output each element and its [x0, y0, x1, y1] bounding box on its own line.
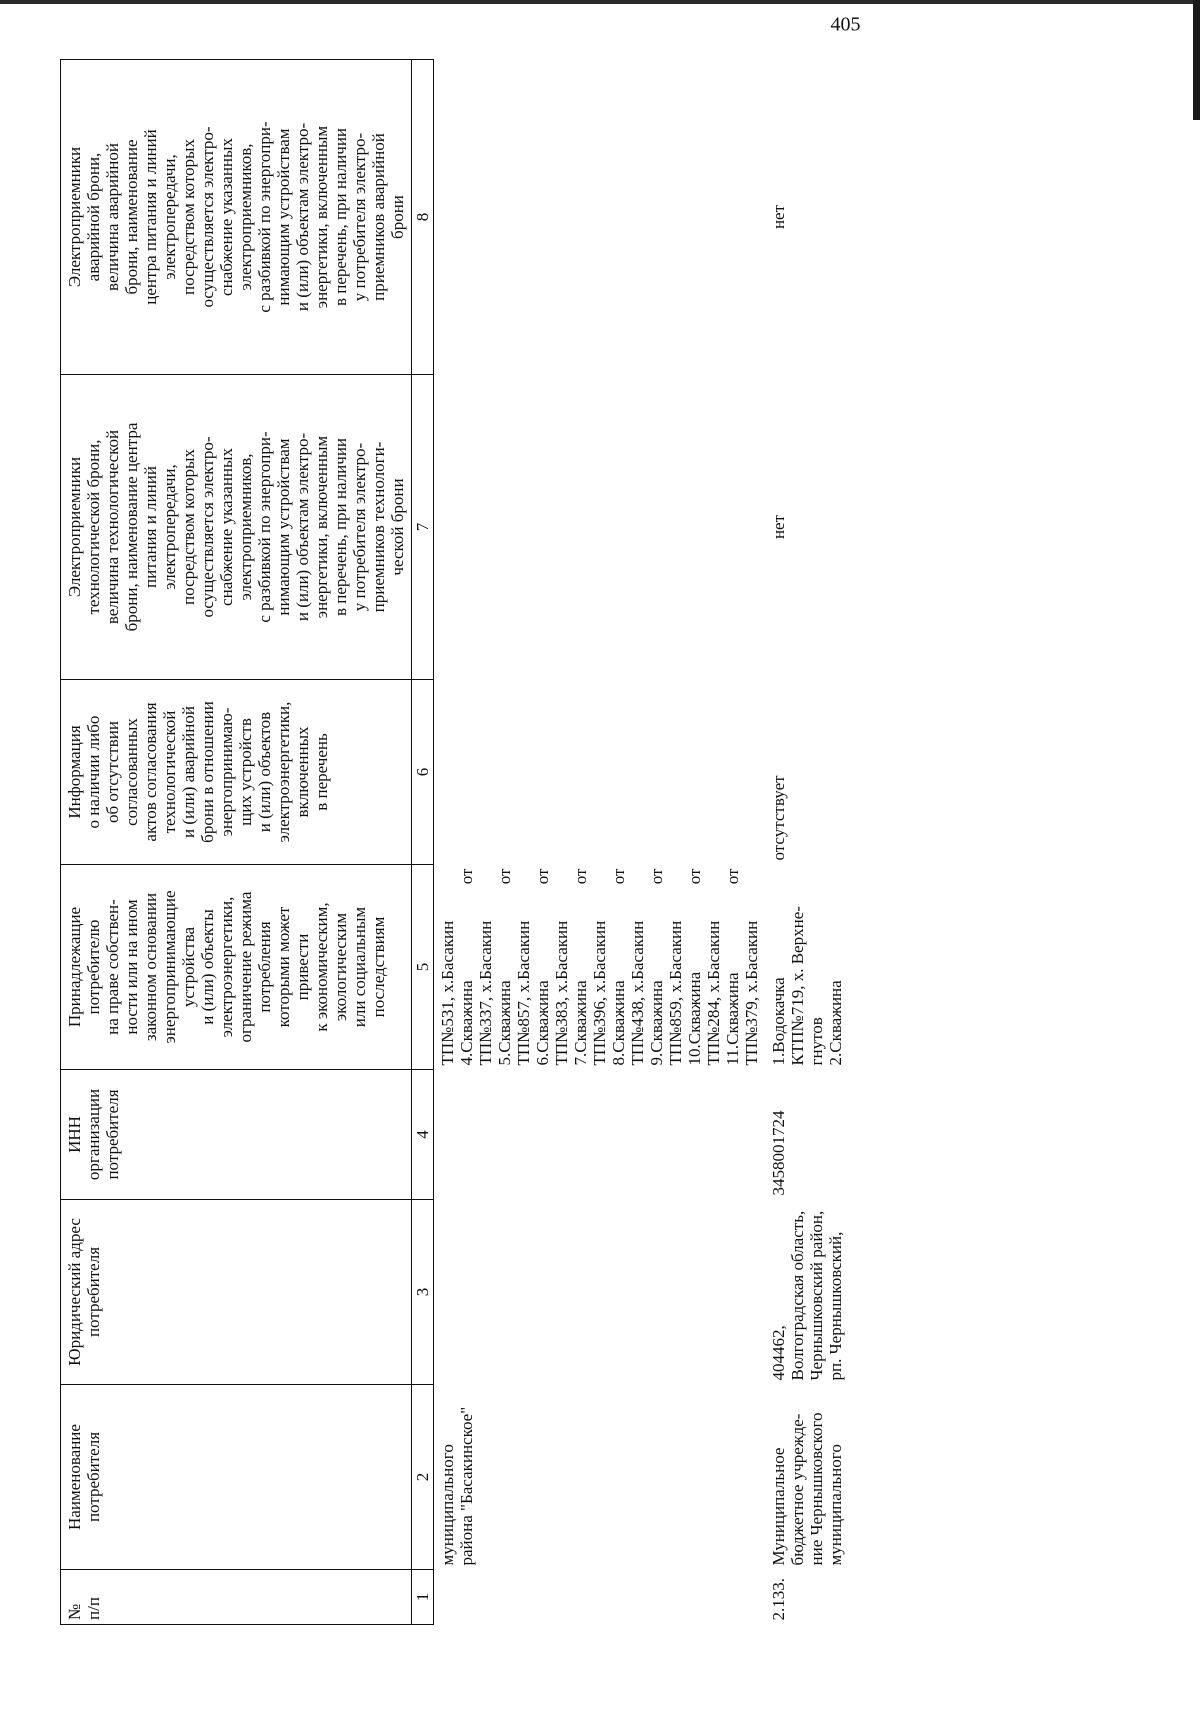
- device-line: [552, 869, 571, 1066]
- text-line: согласованных: [122, 718, 141, 826]
- device-line: [742, 869, 761, 1066]
- text-line: экологическим: [331, 912, 350, 1022]
- devices-list: [434, 865, 766, 1070]
- text-line: потребителю: [84, 919, 103, 1015]
- device-line: [628, 869, 647, 1066]
- table-row-continuation: [434, 60, 766, 1625]
- device-line: [685, 869, 704, 1066]
- text-line: осуществляется электро-: [198, 436, 217, 618]
- device-line: [476, 869, 495, 1066]
- device-line: [590, 869, 609, 1066]
- text-line: или социальным: [350, 906, 369, 1028]
- device-text: ТП№859, х.Басакин: [666, 920, 685, 1066]
- text-line: приемников технологи-: [369, 441, 388, 613]
- column-number: 5: [412, 865, 434, 1070]
- device-line: [457, 869, 476, 1066]
- text-line: Чернышковский район,: [807, 1210, 826, 1381]
- text-line: 2.Скважина: [826, 980, 845, 1066]
- text-line: технологической брони,: [84, 439, 103, 615]
- device-text: 9.Скважина: [647, 980, 666, 1066]
- text-line: актов согласования: [141, 702, 160, 842]
- text-line: центра питания и линий: [141, 129, 160, 305]
- device-text: 6.Скважина: [533, 980, 552, 1066]
- text-line: Наименование: [65, 1424, 84, 1530]
- text-line: в перечень: [312, 733, 331, 811]
- text-line: и (или) аварийной: [179, 706, 198, 838]
- text-line: п/п: [84, 1597, 103, 1620]
- device-text: 5.Скважина: [495, 980, 514, 1066]
- text-line: муниципального: [826, 1444, 845, 1566]
- column-number: 7: [412, 375, 434, 680]
- header-devices: [61, 865, 412, 1070]
- text-line: с разбивкой по энергопри-: [255, 121, 274, 313]
- text-line: бюджетное учрежде-: [788, 1413, 807, 1566]
- device-from: от: [571, 868, 590, 885]
- table-row-2-133: [765, 60, 849, 1625]
- device-text: 10.Скважина: [685, 971, 704, 1066]
- text-line: включенных: [293, 726, 312, 818]
- text-line: и (или) объектам электро-: [293, 122, 312, 312]
- device-from: от: [457, 868, 476, 885]
- device-line: [495, 869, 514, 1066]
- device-line: [438, 869, 457, 1066]
- text-line: и (или) объекты: [198, 909, 217, 1025]
- consumer-name: [434, 1385, 766, 1570]
- device-line: [533, 869, 552, 1066]
- text-line: Волгоградская область,: [788, 1210, 807, 1381]
- device-text: ТП№438, х.Басакин: [628, 920, 647, 1066]
- text-line: ИНН: [65, 1116, 84, 1153]
- table-header-row: [61, 60, 412, 1625]
- device-from: от: [685, 868, 704, 885]
- device-line: [609, 869, 628, 1066]
- text-line: ческой брони: [388, 478, 407, 576]
- device-text: 8.Скважина: [609, 980, 628, 1066]
- text-line: потребления: [255, 921, 274, 1013]
- text-line: у потребителя электро-: [350, 442, 369, 612]
- column-number-row: [412, 60, 434, 1625]
- text-line: №: [65, 1603, 84, 1620]
- header-legal-address: [61, 1200, 412, 1385]
- text-line: муниципального: [438, 1444, 457, 1566]
- text-line: величина аварийной: [103, 143, 122, 291]
- text-line: ограничение режима: [236, 891, 255, 1043]
- text-line: электроэнергетики,: [217, 896, 236, 1038]
- column-number: 8: [412, 60, 434, 375]
- text-line: брони: [388, 195, 407, 239]
- legal-address: [765, 1200, 849, 1385]
- text-line: в перечень, при наличии: [331, 127, 350, 307]
- text-line: КТП№719, х. Верхне-: [788, 906, 807, 1066]
- text-line: электроприемников,: [236, 143, 255, 291]
- device-text: ТП№383, х.Басакин: [552, 920, 571, 1066]
- device-text: ТП№531, х.Басакин: [438, 920, 457, 1066]
- device-line: [514, 869, 533, 1066]
- text-line: потребителя: [84, 1431, 103, 1523]
- column-number: 4: [412, 1070, 434, 1200]
- device-from: от: [609, 868, 628, 885]
- device-text: 4.Скважина: [457, 980, 476, 1066]
- device-line: [647, 869, 666, 1066]
- text-line: 404462,: [769, 1325, 788, 1381]
- device-from: от: [533, 868, 552, 885]
- text-line: 1.Водокачка: [769, 977, 788, 1066]
- device-line: [723, 869, 742, 1066]
- column-number: 2: [412, 1385, 434, 1570]
- header-inn: [61, 1070, 412, 1200]
- device-line: [704, 869, 723, 1066]
- text-line: аварийной брони,: [84, 152, 103, 282]
- text-line: Информация: [65, 725, 84, 819]
- text-line: ности или на ином: [122, 899, 141, 1035]
- header-acts-info: [61, 680, 412, 865]
- text-line: Юридический адрес: [65, 1218, 84, 1366]
- technological-reserve-value: нет: [769, 514, 788, 540]
- text-line: посредством которых: [179, 449, 198, 605]
- text-line: организации: [84, 1088, 103, 1181]
- text-line: величина технологической: [103, 429, 122, 625]
- column-number: 1: [412, 1570, 434, 1625]
- text-line: на праве собствен-: [103, 899, 122, 1035]
- text-line: Принадлежащие: [65, 906, 84, 1028]
- text-line: питания и линий: [141, 466, 160, 588]
- text-line: энергопринимающие: [160, 890, 179, 1044]
- text-line: об отсутствии: [103, 721, 122, 823]
- device-text: ТП№857, х.Басакин: [514, 920, 533, 1066]
- text-line: которыми может: [274, 906, 293, 1028]
- text-line: Электроприемники: [65, 456, 84, 598]
- text-line: брони в отношении: [198, 701, 217, 843]
- devices-list: [765, 865, 849, 1070]
- text-line: осуществляется электро-: [198, 126, 217, 308]
- text-line: законном основании: [141, 892, 160, 1042]
- text-line: щих устройств: [236, 718, 255, 826]
- device-text: ТП№396, х.Басакин: [590, 920, 609, 1066]
- text-line: района "Басакинское": [457, 1406, 476, 1566]
- header-technological-reserve: [61, 375, 412, 680]
- header-emergency-reserve: [61, 60, 412, 375]
- consumer-name: [765, 1385, 849, 1570]
- text-line: о наличии либо: [84, 715, 103, 829]
- text-line: гнутов: [807, 1017, 826, 1066]
- device-from: от: [495, 868, 514, 885]
- text-line: нимающим устройствам: [274, 128, 293, 306]
- device-text: ТП№379, х.Басакин: [742, 920, 761, 1066]
- text-line: с разбивкой по энергопри-: [255, 431, 274, 623]
- text-line: электропередачи,: [160, 464, 179, 590]
- column-number: 6: [412, 680, 434, 865]
- text-line: нимающим устройствам: [274, 438, 293, 616]
- device-from: от: [647, 868, 666, 885]
- device-text: 7.Скважина: [571, 980, 590, 1066]
- device-from: от: [723, 868, 742, 885]
- inn-value: 3458001724: [769, 1110, 788, 1196]
- text-line: в перечень, при наличии: [331, 437, 350, 617]
- text-line: электропередачи,: [160, 154, 179, 280]
- device-text: ТП№284, х.Басакин: [704, 920, 723, 1066]
- emergency-reserve-value: нет: [769, 204, 788, 230]
- text-line: у потребителя электро-: [350, 132, 369, 302]
- text-line: электроприемников,: [236, 453, 255, 601]
- text-line: снабжение указанных: [217, 448, 236, 606]
- text-line: последствиям: [369, 916, 388, 1018]
- header-consumer-name: [61, 1385, 412, 1570]
- text-line: Муниципальное: [769, 1447, 788, 1566]
- text-line: снабжение указанных: [217, 138, 236, 296]
- device-text: 11.Скважина: [723, 972, 742, 1066]
- header-number: [61, 1570, 412, 1625]
- text-line: устройства: [179, 926, 198, 1008]
- text-line: ние Чернышковского: [807, 1412, 826, 1566]
- text-line: электроэнергетики,: [274, 701, 293, 843]
- text-line: потребителя: [84, 1246, 103, 1338]
- text-line: энергетики, включенным: [312, 125, 331, 309]
- device-text: ТП№337, х.Басакин: [476, 920, 495, 1066]
- device-line: [571, 869, 590, 1066]
- devices-lines: [438, 869, 761, 1066]
- text-line: технологической: [160, 710, 179, 834]
- text-line: привести: [293, 933, 312, 1001]
- column-number: 3: [412, 1200, 434, 1385]
- device-line: [666, 869, 685, 1066]
- text-line: брони, наименование центра: [122, 422, 141, 632]
- row-number: 2.133.: [769, 1578, 788, 1621]
- consumers-table: [60, 59, 849, 1625]
- text-line: посредством которых: [179, 139, 198, 295]
- text-line: рп. Чернышковский,: [826, 1231, 845, 1381]
- text-line: и (или) объектов: [255, 711, 274, 833]
- text-line: энергопринимаю-: [217, 707, 236, 837]
- text-line: и (или) объектам электро-: [293, 432, 312, 622]
- page-number: 405: [830, 13, 861, 36]
- text-line: брони, наименование: [122, 139, 141, 295]
- text-line: приемников аварийной: [369, 133, 388, 301]
- acts-info-value: отсутствует: [769, 775, 788, 861]
- text-line: к экономическим,: [312, 902, 331, 1032]
- text-line: потребителя: [103, 1089, 122, 1180]
- text-line: Электроприемники: [65, 146, 84, 288]
- text-line: энергетики, включенным: [312, 435, 331, 619]
